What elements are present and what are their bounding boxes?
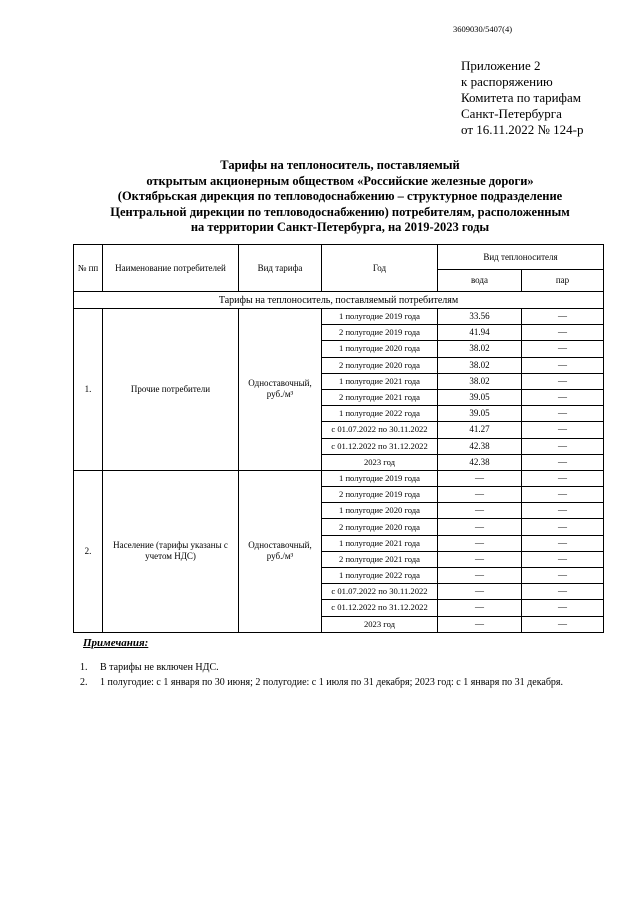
steam-value: —: [522, 422, 604, 438]
title-line: Центральной дирекции по тепловодоснабжению) потребителям, расположенным: [110, 204, 570, 219]
water-value: 42.38: [438, 454, 522, 470]
header-num: № пп: [74, 245, 103, 292]
water-value: —: [438, 600, 522, 616]
year-cell: с 01.07.2022 по 30.11.2022: [322, 584, 438, 600]
water-value: —: [438, 616, 522, 632]
note-text: 1 полугодие: с 1 января по 30 июня; 2 полугодие: с 1 июля по 31 декабря; 2023 год: с 1 января по 31 декабря.: [100, 676, 564, 688]
appendix-line: Приложение 2: [461, 58, 541, 73]
document-title: [60, 158, 620, 236]
year-cell: с 01.12.2022 по 31.12.2022: [322, 438, 438, 454]
year-cell: 2 полугодие 2020 года: [322, 519, 438, 535]
water-value: 38.02: [438, 357, 522, 373]
water-value: —: [438, 503, 522, 519]
steam-value: —: [522, 325, 604, 341]
steam-value: —: [522, 584, 604, 600]
year-cell: 2 полугодие 2020 года: [322, 357, 438, 373]
header-consumer-name: Наименование потребителей: [103, 245, 239, 292]
tariff-table: [73, 244, 604, 633]
notes-list: [80, 661, 563, 690]
section-title: Тарифы на теплоноситель, поставляемый потребителям: [74, 292, 604, 309]
steam-value: —: [522, 503, 604, 519]
tariff-type: Одноставочный, руб./м³: [239, 309, 322, 471]
year-cell: 1 полугодие 2021 года: [322, 535, 438, 551]
year-cell: 2023 год: [322, 454, 438, 470]
steam-value: —: [522, 551, 604, 567]
steam-value: —: [522, 309, 604, 325]
year-cell: 1 полугодие 2021 года: [322, 373, 438, 389]
steam-value: —: [522, 616, 604, 632]
steam-value: —: [522, 341, 604, 357]
appendix-line: к распоряжению: [461, 74, 553, 89]
appendix-line: от 16.11.2022 № 124-р: [461, 122, 584, 137]
water-value: 38.02: [438, 373, 522, 389]
water-value: 33.56: [438, 309, 522, 325]
title-line: на территории Санкт-Петербурга, на 2019-2023 годы: [190, 220, 490, 235]
steam-value: —: [522, 357, 604, 373]
year-cell: с 01.07.2022 по 30.11.2022: [322, 422, 438, 438]
title-line: Тарифы на теплоноситель, поставляемый: [220, 158, 460, 172]
year-cell: 1 полугодие 2019 года: [322, 309, 438, 325]
steam-value: —: [522, 389, 604, 405]
note-number: 2.: [80, 676, 88, 688]
year-cell: 1 полугодие 2022 года: [322, 568, 438, 584]
water-value: 41.27: [438, 422, 522, 438]
note-text: В тарифы не включен НДС.: [100, 662, 219, 673]
header-year: Год: [322, 245, 438, 292]
tariff-type: Одноставочный, руб./м³: [239, 470, 322, 632]
steam-value: —: [522, 535, 604, 551]
steam-value: —: [522, 519, 604, 535]
appendix-block: [461, 58, 584, 138]
consumer-name: Население (тарифы указаны с учетом НДС): [103, 470, 239, 632]
year-cell: 1 полугодие 2020 года: [322, 503, 438, 519]
title-line: (Октябрьская дирекция по тепловодоснабжению – структурное подразделение: [117, 189, 563, 204]
steam-value: —: [522, 600, 604, 616]
header-steam: пар: [522, 270, 604, 292]
year-cell: 1 полугодие 2020 года: [322, 341, 438, 357]
year-cell: 2 полугодие 2021 года: [322, 389, 438, 405]
water-value: 42.38: [438, 438, 522, 454]
steam-value: —: [522, 406, 604, 422]
header-water: вода: [438, 270, 522, 292]
title-line: открытым акционерным обществом «Российские железные дороги»: [146, 173, 534, 188]
water-value: 39.05: [438, 406, 522, 422]
header-carrier-type: Вид теплоносителя: [438, 245, 604, 270]
water-value: —: [438, 535, 522, 551]
steam-value: —: [522, 454, 604, 470]
year-cell: 1 полугодие 2019 года: [322, 470, 438, 486]
year-cell: с 01.12.2022 по 31.12.2022: [322, 600, 438, 616]
steam-value: —: [522, 438, 604, 454]
water-value: —: [438, 551, 522, 567]
year-cell: 2 полугодие 2019 года: [322, 325, 438, 341]
row-number: 1.: [74, 309, 103, 471]
steam-value: —: [522, 487, 604, 503]
document-number: 3609030/5407(4): [453, 24, 513, 34]
water-value: —: [438, 519, 522, 535]
appendix-line: Комитета по тарифам: [461, 90, 581, 105]
water-value: 39.05: [438, 389, 522, 405]
note-item: [80, 661, 563, 676]
water-value: 38.02: [438, 341, 522, 357]
steam-value: —: [522, 568, 604, 584]
water-value: —: [438, 487, 522, 503]
year-cell: 2 полугодие 2021 года: [322, 551, 438, 567]
note-number: 1.: [80, 662, 88, 673]
table-row: [74, 470, 604, 486]
row-number: 2.: [74, 470, 103, 632]
year-cell: 1 полугодие 2022 года: [322, 406, 438, 422]
year-cell: 2 полугодие 2019 года: [322, 487, 438, 503]
notes-title: Примечания:: [83, 637, 149, 649]
table-row: [74, 309, 604, 325]
note-item: [80, 676, 563, 691]
consumer-name: Прочие потребители: [103, 309, 239, 471]
water-value: 41.94: [438, 325, 522, 341]
appendix-line: Санкт-Петербурга: [461, 106, 562, 121]
steam-value: —: [522, 470, 604, 486]
water-value: —: [438, 568, 522, 584]
water-value: —: [438, 470, 522, 486]
year-cell: 2023 год: [322, 616, 438, 632]
header-tariff-type: Вид тарифа: [239, 245, 322, 292]
steam-value: —: [522, 373, 604, 389]
water-value: —: [438, 584, 522, 600]
